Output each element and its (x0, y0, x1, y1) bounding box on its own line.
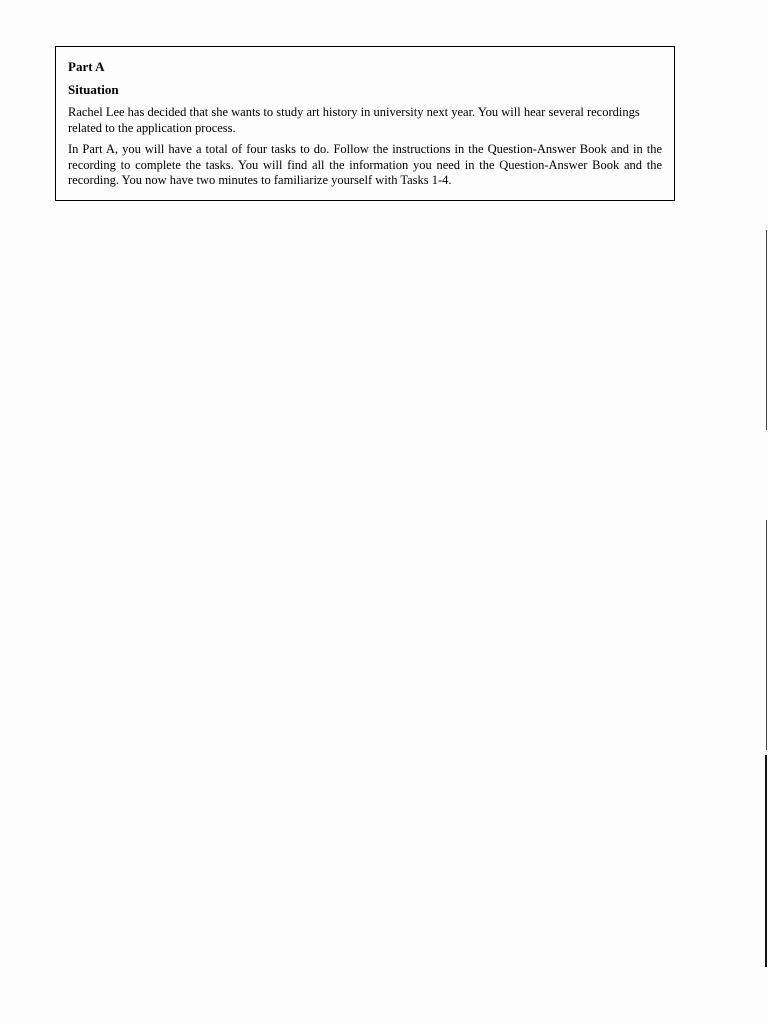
page-edge-line (766, 520, 767, 750)
page-edge-line (765, 755, 767, 967)
instructions-box (55, 46, 675, 201)
instructions-paragraph: In Part A, you will have a total of four tasks to do. Follow the instructions in the Question-Answer Book and in the recording to complete the tasks. You will find all the information you need in the Question-Answer Book and the recording. You now have two minutes to familiarize yourself with Tasks 1-4. (68, 142, 662, 187)
page-edge-line (766, 230, 767, 430)
situation-title: Situation (68, 82, 119, 97)
situation-paragraph: Rachel Lee has decided that she wants to study art history in university next year. You will hear several recordings related to the application process. (68, 105, 640, 135)
part-title: Part A (68, 59, 105, 74)
